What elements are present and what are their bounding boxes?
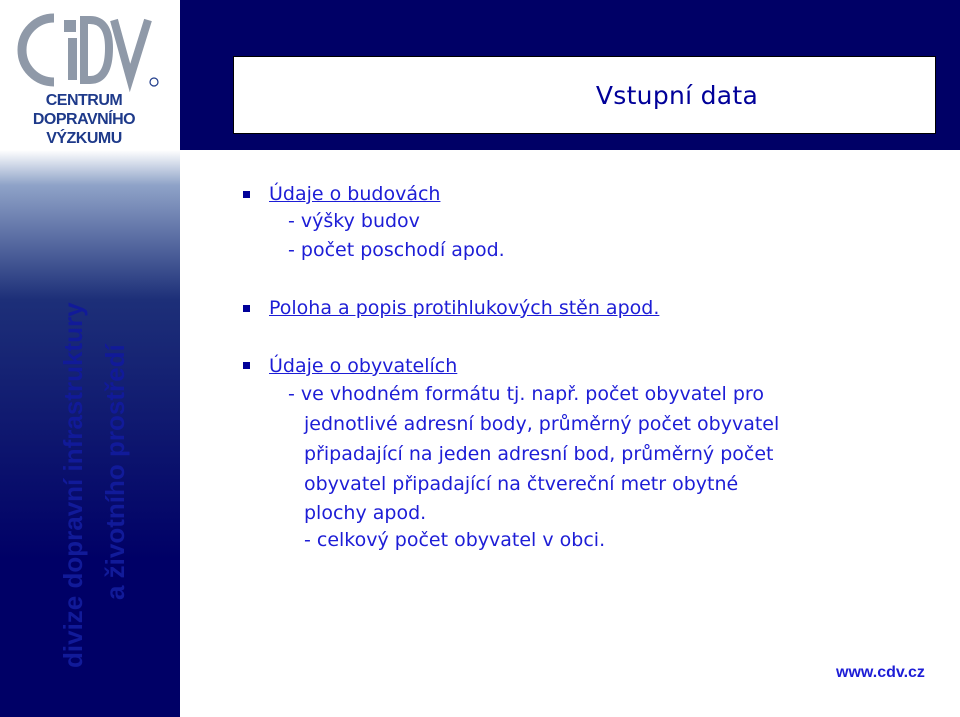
- division-label-line-1: divize dopravní infrastruktury: [58, 302, 88, 668]
- section-line: - počet poschodí apod.: [288, 239, 505, 261]
- section-line: - celkový počet obyvatel v obci.: [304, 529, 606, 551]
- section-line: plochy apod.: [304, 502, 427, 524]
- website-link[interactable]: www.cdv.cz: [836, 664, 925, 681]
- bullet-icon: [243, 191, 250, 198]
- logo-text: [14, 91, 154, 148]
- title-box: [233, 56, 936, 134]
- section-line: - ve vhodném formátu tj. např. počet obyvatel pro: [288, 383, 764, 405]
- logo-line-2: DOPRAVNÍHO: [32, 111, 136, 128]
- logo-line-1: CENTRUM: [45, 92, 123, 109]
- content-area: [180, 150, 960, 717]
- slide-title: Vstupní data: [595, 81, 759, 110]
- bullet-icon: [243, 305, 250, 312]
- section-line: obyvatel připadající na čtvereční metr obytné: [304, 473, 739, 495]
- bullet-icon: [243, 362, 250, 369]
- division-label-line-2: a životního prostředí: [100, 344, 130, 600]
- logo-line-3: VÝZKUMU: [46, 130, 122, 147]
- section-line: - výšky budov: [288, 210, 420, 232]
- section-heading-buildings: Údaje o budovách: [269, 183, 441, 205]
- sidebar: [0, 0, 180, 717]
- section-line: jednotlivé adresní body, průměrný počet obyvatel: [304, 413, 780, 435]
- section-line: připadající na jeden adresní bod, průměrný počet: [304, 443, 774, 465]
- section-heading-walls: Poloha a popis protihlukových stěn apod.: [269, 297, 660, 319]
- section-heading-population: Údaje o obyvatelích: [269, 355, 458, 377]
